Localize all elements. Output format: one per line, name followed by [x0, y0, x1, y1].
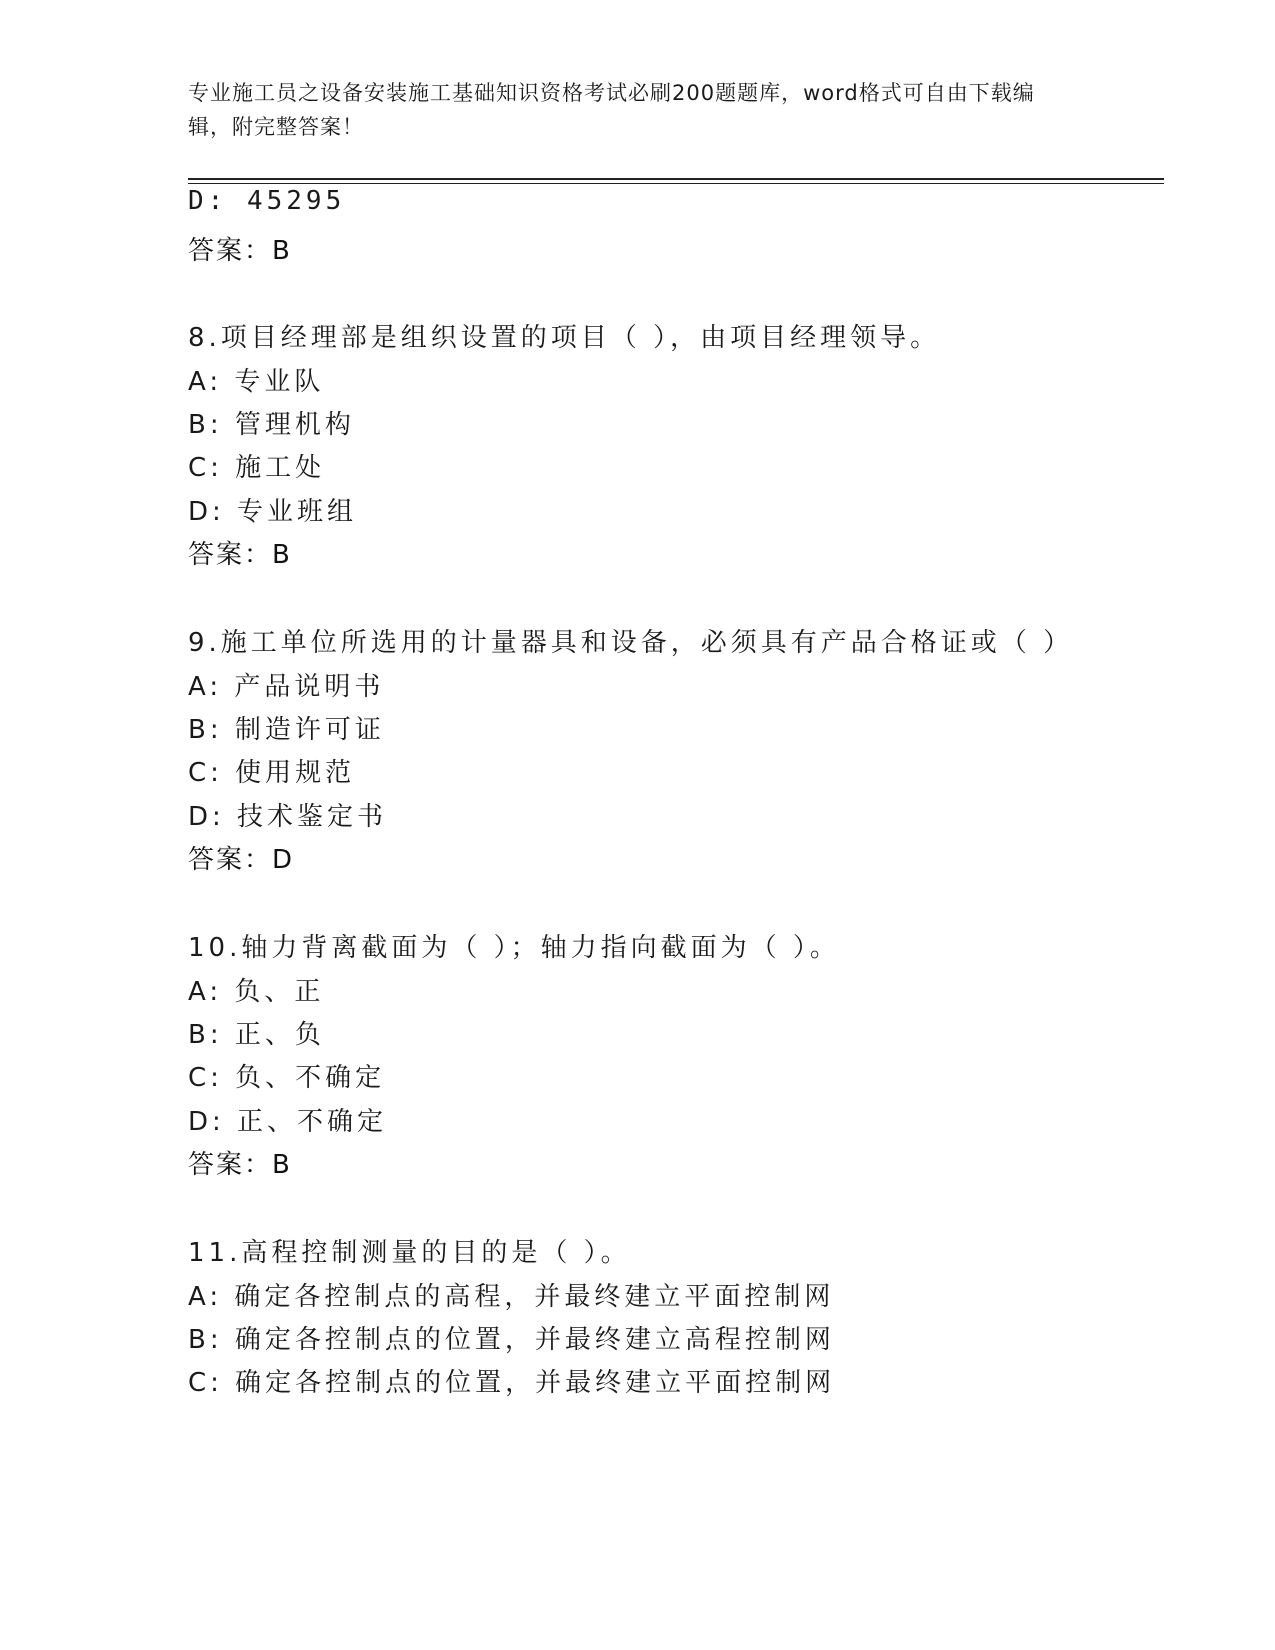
question-8-option-d: D: 专业班组: [188, 497, 358, 527]
answer-carryover: 答案：B: [188, 236, 292, 266]
question-10-answer: 答案：B: [188, 1150, 292, 1180]
question-10-option-d: D: 正、不确定: [188, 1107, 388, 1137]
question-10-stem: 10.轴力背离截面为（ ）；轴力指向截面为（ ）。: [188, 933, 840, 963]
question-11-stem: 11.高程控制测量的目的是（ ）。: [188, 1238, 631, 1268]
document-header: 专业施工员之设备安装施工基础知识资格考试必刷200题题库，word格式可自由下载编辑，附完整答案！: [188, 81, 1035, 139]
question-8-option-b: B: 管理机构: [188, 410, 355, 440]
option-d-carryover: D: 45295: [188, 186, 346, 216]
question-10-option-c: C: 负、不确定: [188, 1063, 386, 1093]
question-8-answer: 答案：B: [188, 540, 292, 570]
question-8-option-a: A: 专业队: [188, 367, 325, 397]
header-divider-thick: [188, 178, 1164, 180]
question-9-option-a: A: 产品说明书: [188, 672, 385, 702]
question-9-answer: 答案：D: [188, 845, 295, 875]
question-8-option-c: C: 施工处: [188, 453, 326, 483]
header-divider-thin: [188, 183, 1164, 184]
question-8-stem: 8.项目经理部是组织设置的项目（ ），由项目经理领导。: [188, 323, 941, 353]
question-9-option-d: D: 技术鉴定书: [188, 802, 388, 832]
question-9-option-b: B: 制造许可证: [188, 715, 385, 745]
question-10-option-b: B: 正、负: [188, 1020, 325, 1050]
question-9-option-c: C: 使用规范: [188, 758, 356, 788]
question-11-option-c: C: 确定各控制点的位置，并最终建立平面控制网: [188, 1368, 836, 1398]
question-11-option-a: A: 确定各控制点的高程，并最终建立平面控制网: [188, 1282, 835, 1312]
question-9-stem: 9.施工单位所选用的计量器具和设备，必须具有产品合格证或（ ）: [188, 628, 1074, 658]
question-11-option-b: B: 确定各控制点的位置，并最终建立高程控制网: [188, 1325, 835, 1355]
question-10-option-a: A: 负、正: [188, 977, 325, 1007]
